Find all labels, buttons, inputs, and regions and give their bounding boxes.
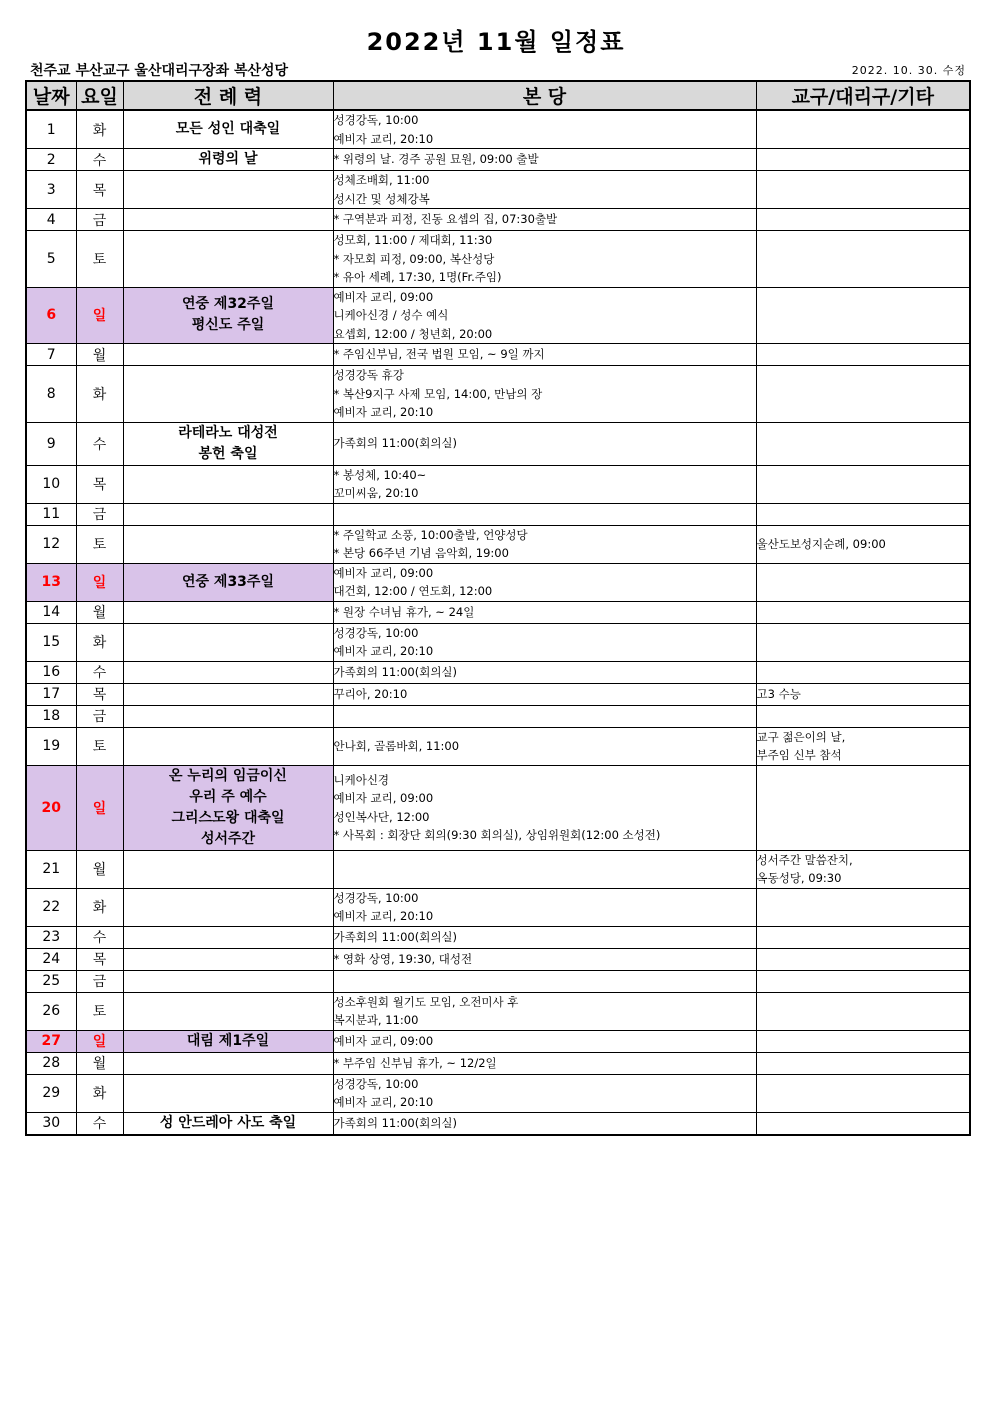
weekday-cell: 일 [76, 563, 123, 601]
parish-schedule-cell [333, 525, 756, 563]
parish-schedule-cell [333, 171, 756, 209]
weekday-cell: 금 [76, 705, 123, 727]
weekday-cell: 화 [76, 623, 123, 661]
other-schedule-cell [756, 287, 970, 344]
parish-schedule-cell-line: 가족회의 11:00(회의실) [333, 1115, 458, 1130]
parish-schedule-cell [333, 1112, 756, 1135]
liturgy-cell [123, 970, 333, 992]
day-cell: 30 [26, 1112, 76, 1135]
table-row [26, 1030, 970, 1052]
liturgy-cell [123, 525, 333, 563]
day-cell: 8 [26, 366, 76, 423]
liturgy-cell [123, 727, 333, 765]
parish-schedule-cell [333, 422, 756, 465]
liturgy-cell [123, 661, 333, 683]
liturgy-cell [123, 683, 333, 705]
weekday-cell: 수 [76, 149, 123, 171]
parish-schedule-cell-line: 가족회의 11:00(회의실) [333, 436, 458, 451]
table-row [26, 366, 970, 423]
liturgy-cell [123, 171, 333, 209]
weekday-cell: 금 [76, 503, 123, 525]
liturgy-cell [123, 209, 333, 231]
parish-schedule-cell-line: 꼬미씨움, 20:10 [333, 486, 419, 500]
other-schedule-cell [756, 727, 970, 765]
parish-schedule-cell-line: 예비자 교리, 20:10 [333, 1095, 434, 1109]
other-schedule-cell [756, 948, 970, 970]
parish-schedule-cell [333, 110, 756, 149]
liturgy-cell [123, 287, 333, 344]
weekday-cell: 월 [76, 850, 123, 888]
liturgy-cell [123, 503, 333, 525]
table-row [26, 171, 970, 209]
parish-schedule-cell-line: 성모회, 11:00 / 제대회, 11:30 [333, 233, 493, 247]
other-schedule-cell [756, 110, 970, 149]
liturgy-cell [123, 344, 333, 366]
parish-schedule-cell-line: 가족회의 11:00(회의실) [333, 664, 458, 679]
day-cell: 7 [26, 344, 76, 366]
weekday-cell: 화 [76, 1074, 123, 1112]
table-row [26, 970, 970, 992]
liturgy-cell [123, 888, 333, 926]
parish-schedule-cell-line: 대건회, 12:00 / 연도회, 12:00 [333, 584, 493, 598]
day-cell: 23 [26, 926, 76, 948]
table-row [26, 209, 970, 231]
weekday-cell: 목 [76, 948, 123, 970]
parish-schedule-cell-line: 성경강독, 10:00 [333, 890, 419, 905]
parish-schedule-cell-line: * 부주임 신부님 휴가, ~ 12/2일 [333, 1055, 497, 1070]
parish-schedule-cell [333, 970, 756, 992]
organization-name: 천주교 부산교구 울산대리구장좌 복산성당 [30, 63, 289, 79]
parish-schedule-cell-line: 예비자 교리, 09:00 [333, 1033, 434, 1048]
day-cell: 11 [26, 503, 76, 525]
parish-schedule-cell-line: 성소후원회 월기도 모임, 오전미사 후 [333, 994, 519, 1009]
parish-schedule-cell [333, 948, 756, 970]
day-cell: 12 [26, 525, 76, 563]
liturgy-cell [123, 1074, 333, 1112]
table-row [26, 465, 970, 503]
weekday-cell: 목 [76, 171, 123, 209]
day-cell: 17 [26, 683, 76, 705]
liturgy-cell-line: 연중 제32주일 [182, 296, 274, 313]
liturgy-cell-line: 연중 제33주일 [182, 573, 274, 590]
other-schedule-cell [756, 601, 970, 623]
table-row [26, 727, 970, 765]
liturgy-cell-line: 대림 제1주일 [186, 1032, 270, 1049]
weekday-cell: 화 [76, 366, 123, 423]
other-schedule-cell [756, 149, 970, 171]
weekday-cell: 수 [76, 661, 123, 683]
liturgy-cell [123, 1030, 333, 1052]
day-cell: 10 [26, 465, 76, 503]
table-row [26, 992, 970, 1030]
liturgy-cell [123, 231, 333, 288]
parish-schedule-cell-line: * 본당 66주년 기념 음악회, 19:00 [333, 546, 509, 560]
other-schedule-cell [756, 850, 970, 888]
weekday-cell: 수 [76, 422, 123, 465]
parish-schedule-cell-line: * 주일학교 소풍, 10:00출발, 언양성당 [333, 527, 528, 542]
day-cell: 27 [26, 1030, 76, 1052]
other-schedule-cell [756, 366, 970, 423]
parish-schedule-cell [333, 1052, 756, 1074]
table-row [26, 705, 970, 727]
other-schedule-cell-line: 울산도보성지순례, 09:00 [756, 536, 886, 551]
parish-schedule-cell-line: 성경강독, 10:00 [333, 113, 419, 127]
parish-schedule-cell-line: 예비자 교리, 09:00 [333, 289, 434, 304]
table-row [26, 1074, 970, 1112]
table-row [26, 888, 970, 926]
table-row [26, 948, 970, 970]
day-cell: 21 [26, 850, 76, 888]
weekday-cell: 화 [76, 888, 123, 926]
other-schedule-cell [756, 926, 970, 948]
weekday-cell: 일 [76, 765, 123, 850]
other-schedule-cell [756, 1074, 970, 1112]
table-row [26, 503, 970, 525]
other-schedule-cell [756, 888, 970, 926]
header-other: 교구/대리구/기타 [756, 81, 970, 110]
schedule-table [25, 80, 971, 1136]
table-row [26, 765, 970, 850]
other-schedule-cell [756, 1030, 970, 1052]
parish-schedule-cell-line: 꾸리아, 20:10 [333, 686, 408, 701]
table-row [26, 110, 970, 149]
table-row [26, 525, 970, 563]
other-schedule-cell [756, 422, 970, 465]
weekday-cell: 월 [76, 1052, 123, 1074]
day-cell: 5 [26, 231, 76, 288]
other-schedule-cell [756, 992, 970, 1030]
parish-schedule-cell [333, 683, 756, 705]
weekday-cell: 월 [76, 601, 123, 623]
other-schedule-cell-line: 부주임 신부 참석 [756, 748, 842, 762]
other-schedule-cell [756, 563, 970, 601]
day-cell: 1 [26, 110, 76, 149]
other-schedule-cell [756, 344, 970, 366]
parish-schedule-cell-line: * 주임신부님, 전국 법원 모임, ~ 9일 까지 [333, 347, 545, 362]
parish-schedule-cell [333, 765, 756, 850]
parish-schedule-cell-line: 예비자 교리, 09:00 [333, 565, 434, 580]
weekday-cell: 일 [76, 1030, 123, 1052]
weekday-cell: 토 [76, 992, 123, 1030]
liturgy-cell-line: 위령의 날 [198, 151, 258, 167]
day-cell: 19 [26, 727, 76, 765]
parish-schedule-cell [333, 1074, 756, 1112]
parish-schedule-cell-line: 니케아신경 / 성수 예식 [333, 308, 449, 322]
page-title: 2022년 11월 일정표 [366, 28, 626, 56]
weekday-cell: 수 [76, 1112, 123, 1135]
parish-schedule-cell [333, 344, 756, 366]
parish-schedule-cell-line: 예비자 교리, 20:10 [333, 131, 434, 146]
table-row [26, 601, 970, 623]
liturgy-cell [123, 992, 333, 1030]
header-liturgy: 전 례 력 [123, 81, 333, 110]
day-cell: 25 [26, 970, 76, 992]
parish-schedule-cell-line: 성인복사단, 12:00 [333, 809, 430, 824]
weekday-cell: 일 [76, 287, 123, 344]
parish-schedule-cell-line: 예비자 교리, 09:00 [333, 791, 434, 805]
other-schedule-cell [756, 525, 970, 563]
parish-schedule-cell [333, 888, 756, 926]
liturgy-cell [123, 1052, 333, 1074]
weekday-cell: 토 [76, 727, 123, 765]
day-cell: 28 [26, 1052, 76, 1074]
parish-schedule-cell [333, 563, 756, 601]
day-cell: 4 [26, 209, 76, 231]
parish-schedule-cell [333, 661, 756, 683]
parish-schedule-cell-line: 성경강독, 10:00 [333, 625, 419, 640]
parish-schedule-cell-line: 성경강독, 10:00 [333, 1076, 419, 1091]
day-cell: 6 [26, 287, 76, 344]
parish-schedule-cell [333, 287, 756, 344]
parish-schedule-cell [333, 1030, 756, 1052]
parish-schedule-cell [333, 992, 756, 1030]
table-row [26, 926, 970, 948]
weekday-cell: 목 [76, 683, 123, 705]
liturgy-cell-line: 라테라노 대성전 [178, 424, 278, 441]
day-cell: 18 [26, 705, 76, 727]
other-schedule-cell [756, 623, 970, 661]
parish-schedule-cell-line: * 자모회 피정, 09:00, 복산성당 [333, 251, 495, 266]
day-cell: 26 [26, 992, 76, 1030]
parish-schedule-cell [333, 503, 756, 525]
other-schedule-cell [756, 465, 970, 503]
parish-schedule-cell [333, 209, 756, 231]
other-schedule-cell [756, 209, 970, 231]
weekday-cell: 수 [76, 926, 123, 948]
schedule-body [26, 110, 970, 1135]
day-cell: 9 [26, 422, 76, 465]
day-cell: 22 [26, 888, 76, 926]
parish-schedule-cell [333, 705, 756, 727]
parish-schedule-cell-line: * 봉성체, 10:40~ [333, 467, 427, 482]
other-schedule-cell [756, 171, 970, 209]
weekday-cell: 목 [76, 465, 123, 503]
weekday-cell: 화 [76, 110, 123, 149]
weekday-cell: 금 [76, 209, 123, 231]
parish-schedule-cell-line: 예비자 교리, 20:10 [333, 405, 434, 419]
day-cell: 13 [26, 563, 76, 601]
day-cell: 29 [26, 1074, 76, 1112]
parish-schedule-cell-line: 성체조배회, 11:00 [333, 173, 430, 187]
table-row [26, 287, 970, 344]
table-row [26, 623, 970, 661]
parish-schedule-cell [333, 149, 756, 171]
liturgy-cell-line: 성서주간 [200, 830, 256, 847]
day-cell: 15 [26, 623, 76, 661]
table-row [26, 563, 970, 601]
weekday-cell: 금 [76, 970, 123, 992]
parish-schedule-cell-line: * 복산9지구 사제 모임, 14:00, 만남의 장 [333, 386, 543, 401]
liturgy-cell-line: 온 누리의 임금이신 [169, 767, 287, 784]
weekday-cell: 토 [76, 525, 123, 563]
parish-schedule-cell [333, 465, 756, 503]
day-cell: 20 [26, 765, 76, 850]
liturgy-cell-line: 평신도 주일 [191, 317, 265, 334]
parish-schedule-cell-line: * 구역분과 피정, 진동 요셉의 집, 07:30출발 [333, 212, 558, 227]
parish-schedule-cell-line: * 원장 수녀님 휴가, ~ 24일 [333, 604, 475, 619]
table-row [26, 344, 970, 366]
parish-schedule-cell-line: * 유아 세례, 17:30, 1명(Fr.주임) [333, 270, 502, 284]
other-schedule-cell [756, 1112, 970, 1135]
header-weekday: 요일 [76, 81, 123, 110]
parish-schedule-cell-line: * 위령의 날. 경주 공원 묘원, 09:00 출발 [333, 152, 539, 167]
table-row [26, 231, 970, 288]
other-schedule-cell [756, 231, 970, 288]
other-schedule-cell [756, 970, 970, 992]
revision-date: 2022. 10. 30. 수정 [851, 64, 966, 77]
parish-schedule-cell-line: * 영화 상영, 19:30, 대성전 [333, 951, 473, 966]
table-row [26, 1052, 970, 1074]
liturgy-cell-line: 성 안드레아 사도 축일 [159, 1114, 297, 1131]
other-schedule-cell-line: 고3 수능 [756, 686, 801, 701]
weekday-cell: 월 [76, 344, 123, 366]
parish-schedule-cell [333, 231, 756, 288]
table-row [26, 422, 970, 465]
liturgy-cell [123, 601, 333, 623]
parish-schedule-cell [333, 727, 756, 765]
day-cell: 3 [26, 171, 76, 209]
liturgy-cell [123, 563, 333, 601]
table-row [26, 683, 970, 705]
parish-schedule-cell-line: 요셉회, 12:00 / 청년회, 20:00 [333, 326, 493, 341]
parish-schedule-cell-line: 가족회의 11:00(회의실) [333, 929, 458, 944]
header-day: 날짜 [26, 81, 76, 110]
parish-schedule-cell-line: 예비자 교리, 20:10 [333, 644, 434, 658]
table-row [26, 1112, 970, 1135]
liturgy-cell [123, 366, 333, 423]
day-cell: 14 [26, 601, 76, 623]
day-cell: 16 [26, 661, 76, 683]
liturgy-cell [123, 149, 333, 171]
table-row [26, 149, 970, 171]
liturgy-cell-line: 그리스도왕 대축일 [171, 809, 285, 826]
other-schedule-cell [756, 503, 970, 525]
parish-schedule-cell-line: * 사목회 : 회장단 회의(9:30 회의실), 상임위원회(12:00 소성전) [333, 828, 661, 842]
parish-schedule-cell [333, 623, 756, 661]
parish-schedule-cell [333, 366, 756, 423]
liturgy-cell-line: 모든 성인 대축일 [175, 121, 281, 137]
other-schedule-cell [756, 765, 970, 850]
parish-schedule-cell [333, 601, 756, 623]
table-row [26, 850, 970, 888]
liturgy-cell [123, 623, 333, 661]
parish-schedule-cell-line: 예비자 교리, 20:10 [333, 909, 434, 923]
parish-schedule-cell-line: 안나회, 골롬바회, 11:00 [333, 738, 460, 753]
other-schedule-cell [756, 705, 970, 727]
liturgy-cell-line: 우리 주 예수 [189, 788, 267, 805]
parish-schedule-cell-line: 성경강독 휴강 [333, 368, 404, 382]
other-schedule-cell [756, 1052, 970, 1074]
header-row [26, 81, 970, 110]
parish-schedule-cell-line: 복지분과, 11:00 [333, 1013, 419, 1027]
header-main: 본 당 [333, 81, 756, 110]
liturgy-cell [123, 765, 333, 850]
other-schedule-cell [756, 661, 970, 683]
parish-schedule-cell-line: 성시간 및 성체강복 [333, 191, 430, 206]
liturgy-cell [123, 705, 333, 727]
liturgy-cell [123, 465, 333, 503]
other-schedule-cell-line: 교구 젊은이의 날, [756, 729, 846, 744]
table-row [26, 661, 970, 683]
day-cell: 2 [26, 149, 76, 171]
liturgy-cell [123, 422, 333, 465]
liturgy-cell [123, 948, 333, 970]
liturgy-cell [123, 850, 333, 888]
liturgy-cell [123, 926, 333, 948]
weekday-cell: 토 [76, 231, 123, 288]
other-schedule-cell [756, 683, 970, 705]
liturgy-cell-line: 봉헌 축일 [198, 445, 258, 462]
other-schedule-cell-line: 옥동성당, 09:30 [756, 871, 842, 885]
day-cell: 24 [26, 948, 76, 970]
other-schedule-cell-line: 성서주간 말씀잔치, [756, 852, 853, 867]
liturgy-cell [123, 110, 333, 149]
parish-schedule-cell [333, 926, 756, 948]
liturgy-cell [123, 1112, 333, 1135]
parish-schedule-cell-line: 니케아신경 [333, 772, 390, 787]
parish-schedule-cell [333, 850, 756, 888]
